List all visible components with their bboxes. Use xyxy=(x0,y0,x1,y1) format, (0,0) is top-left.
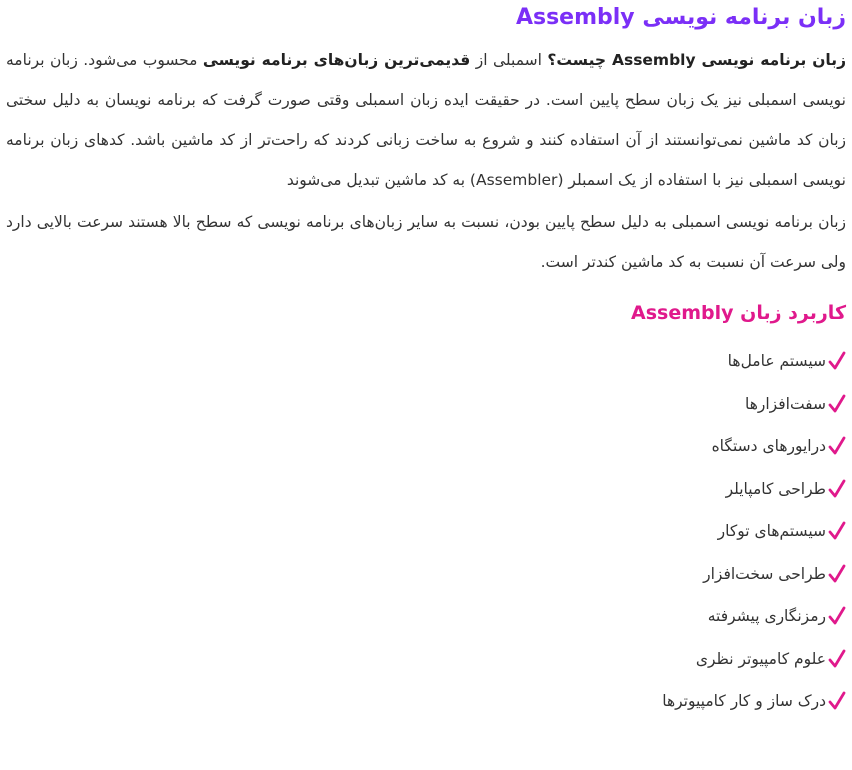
intro-text-1: اسمبلی از xyxy=(470,51,548,69)
intro-bold-mid: قدیمی‌ترین زبان‌های برنامه نویسی xyxy=(202,51,471,69)
list-item xyxy=(6,595,846,638)
section-title: کاربرد زبان Assembly xyxy=(631,302,846,324)
intro-text-2: محسوب می‌شود. زبان برنامه نویسی اسمبلی نیز یک زبان سطح پایین است. در حقیقت ایده زبان اسمبلی وقتی صورت گرفت که برنامه نویسان به دلیل سختی زبان کد ماشین نمی‌توانستند از آن استفاده کنند و شروع به ساخت زبانی کردند که راحت‌تر از کد ماشین باشد. کدهای زبان برنامه نویسی اسمبلی نیز با استفاده از یک اسمبلر (Assembler) به کد ماشین تبدیل می‌شوند xyxy=(6,51,846,189)
check-icon xyxy=(828,351,846,371)
list-item-label: طراحی سخت‌افزار xyxy=(703,564,826,583)
check-icon xyxy=(828,479,846,499)
list-item xyxy=(6,638,846,681)
intro-bold-lead: زبان برنامه نویسی Assembly چیست؟ xyxy=(547,51,846,69)
list-item-label: درایورهای دستگاه xyxy=(711,437,826,456)
list-item-label: طراحی کامپایلر xyxy=(725,479,826,498)
list-item xyxy=(6,425,846,468)
list-item-label: رمزنگاری پیشرفته xyxy=(707,607,826,626)
check-icon xyxy=(828,521,846,541)
page-title: زبان برنامه نویسی Assembly xyxy=(515,5,846,30)
list-item xyxy=(6,553,846,596)
list-item xyxy=(6,468,846,511)
list-item-label: سفت‌افزارها xyxy=(744,394,826,413)
list-item xyxy=(6,383,846,426)
uses-list xyxy=(6,336,846,723)
list-item-label: سیستم عامل‌ها xyxy=(727,352,826,371)
check-icon xyxy=(828,394,846,414)
list-item-label: درک ساز و کار کامپیوترها xyxy=(662,692,826,711)
intro-paragraph xyxy=(6,40,846,200)
check-icon xyxy=(828,606,846,626)
list-item xyxy=(6,340,846,383)
speed-paragraph: زبان برنامه نویسی اسمبلی به دلیل سطح پایین بودن، نسبت به سایر زبان‌های برنامه نویسی که سطح بالا هستند سرعت بالایی دارد ولی سرعت آن نسبت به کد ماشین کندتر است. xyxy=(6,213,846,271)
check-icon xyxy=(828,691,846,711)
check-icon xyxy=(828,564,846,584)
list-item xyxy=(6,510,846,553)
check-icon xyxy=(828,649,846,669)
check-icon xyxy=(828,436,846,456)
list-item-label: علوم کامپیوتر نظری xyxy=(695,649,826,668)
list-item-label: سیستم‌های توکار xyxy=(717,522,826,541)
list-item xyxy=(6,680,846,723)
